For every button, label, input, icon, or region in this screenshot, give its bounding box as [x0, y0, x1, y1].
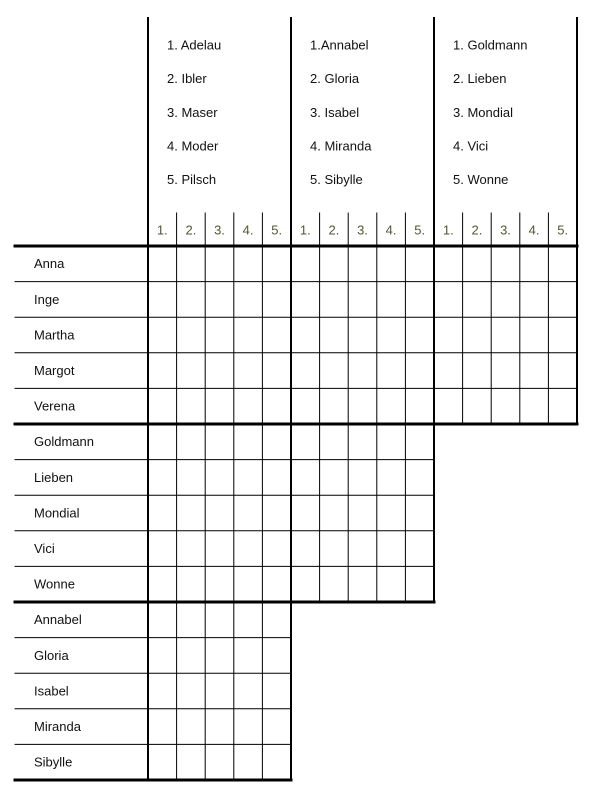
column-number-3-3: 3.	[500, 222, 511, 238]
grid-cell[interactable]	[263, 318, 290, 352]
grid-cell[interactable]	[464, 283, 491, 317]
grid-cell[interactable]	[206, 674, 233, 708]
grid-cell[interactable]	[349, 425, 376, 459]
grid-cell[interactable]	[206, 389, 233, 423]
grid-cell[interactable]	[406, 567, 433, 601]
grid-cell[interactable]	[263, 639, 290, 673]
grid-cell[interactable]	[349, 496, 376, 530]
grid-cell[interactable]	[149, 461, 176, 495]
grid-cell[interactable]	[321, 389, 348, 423]
grid-cell[interactable]	[178, 532, 205, 566]
grid-cell[interactable]	[378, 532, 405, 566]
grid-cell[interactable]	[263, 425, 290, 459]
column-number-3-5: 5.	[557, 222, 569, 238]
grid-cell[interactable]	[492, 354, 519, 388]
grid-cell[interactable]	[378, 425, 405, 459]
grid-cell[interactable]	[149, 283, 176, 317]
grid-cell[interactable]	[235, 425, 262, 459]
grid-cell[interactable]	[549, 318, 576, 352]
grid-cell[interactable]	[464, 318, 491, 352]
row-label-lieben: Lieben	[34, 469, 74, 485]
header-item-2-4: 4. Miranda	[310, 138, 372, 154]
grid-cell[interactable]	[178, 603, 205, 637]
grid-cell[interactable]	[178, 496, 205, 530]
grid-cell[interactable]	[235, 745, 262, 779]
grid-cell[interactable]	[292, 567, 319, 601]
grid-cell[interactable]	[178, 639, 205, 673]
grid-cell[interactable]	[464, 247, 491, 281]
grid-cell[interactable]	[263, 496, 290, 530]
grid-cell[interactable]	[378, 247, 405, 281]
grid-cell[interactable]	[178, 283, 205, 317]
grid-cell[interactable]	[263, 745, 290, 779]
grid-cell[interactable]	[292, 532, 319, 566]
grid-cell[interactable]	[549, 283, 576, 317]
grid-cell[interactable]	[149, 318, 176, 352]
grid-cell[interactable]	[235, 532, 262, 566]
row-label-goldmann: Goldmann	[34, 434, 94, 450]
grid-cell[interactable]	[149, 496, 176, 530]
grid-cell[interactable]	[321, 283, 348, 317]
grid-cell[interactable]	[349, 318, 376, 352]
grid-cell[interactable]	[263, 710, 290, 744]
row-label-anna: Anna	[34, 256, 65, 272]
grid-cell[interactable]	[292, 496, 319, 530]
grid-cell[interactable]	[292, 283, 319, 317]
grid-cell[interactable]	[292, 318, 319, 352]
grid-cell[interactable]	[206, 603, 233, 637]
column-number-2-1: 1.	[299, 222, 311, 238]
grid-cell[interactable]	[321, 318, 348, 352]
grid-cell[interactable]	[178, 425, 205, 459]
header-item-2-1: 1.Annabel	[310, 37, 369, 53]
grid-cell[interactable]	[178, 745, 205, 779]
grid-cell[interactable]	[206, 318, 233, 352]
row-label-annabel: Annabel	[34, 612, 82, 628]
grid-cell[interactable]	[149, 389, 176, 423]
grid-cell[interactable]	[178, 710, 205, 744]
grid-cell[interactable]	[235, 247, 262, 281]
grid-cell[interactable]	[349, 247, 376, 281]
row-label-margot: Margot	[34, 363, 75, 379]
grid-cell[interactable]	[464, 354, 491, 388]
grid-cell[interactable]	[321, 461, 348, 495]
grid-cell[interactable]	[178, 674, 205, 708]
header-item-2-3: 3. Isabel	[310, 104, 360, 120]
grid-cell[interactable]	[349, 567, 376, 601]
grid-cell[interactable]	[178, 567, 205, 601]
grid-cell[interactable]	[235, 710, 262, 744]
header-item-2-2: 2. Gloria	[310, 71, 360, 87]
grid-cell[interactable]	[464, 389, 491, 423]
grid-cell[interactable]	[149, 639, 176, 673]
row-label-martha: Martha	[34, 327, 75, 343]
grid-cell[interactable]	[235, 639, 262, 673]
grid-cell[interactable]	[406, 283, 433, 317]
grid-cell[interactable]	[206, 710, 233, 744]
header-item-3-1: 1. Goldmann	[453, 37, 528, 53]
grid-cell[interactable]	[235, 389, 262, 423]
grid-cell[interactable]	[521, 354, 548, 388]
grid-cell[interactable]	[149, 425, 176, 459]
grid-cell[interactable]	[178, 318, 205, 352]
row-label-miranda: Miranda	[34, 719, 81, 735]
grid-cell[interactable]	[263, 567, 290, 601]
grid-cell[interactable]	[206, 532, 233, 566]
column-number-1-4: 4.	[242, 222, 254, 238]
grid-cell[interactable]	[149, 603, 176, 637]
row-label-inge: Inge	[34, 291, 60, 307]
grid-cell[interactable]	[178, 461, 205, 495]
grid-cell[interactable]	[235, 674, 262, 708]
row-label-vici: Vici	[34, 541, 55, 557]
grid-cell[interactable]	[149, 710, 176, 744]
grid-cell[interactable]	[292, 461, 319, 495]
grid-cell[interactable]	[206, 745, 233, 779]
header-item-3-5: 5. Wonne	[453, 172, 509, 188]
column-number-3-4: 4.	[528, 222, 540, 238]
grid-cell[interactable]	[349, 461, 376, 495]
grid-cell[interactable]	[521, 389, 548, 423]
grid-cell[interactable]	[321, 496, 348, 530]
grid-cell[interactable]	[521, 318, 548, 352]
grid-cell[interactable]	[235, 603, 262, 637]
grid-cell[interactable]	[435, 247, 462, 281]
grid-cell[interactable]	[149, 532, 176, 566]
grid-cell[interactable]	[292, 389, 319, 423]
grid-cell[interactable]	[206, 425, 233, 459]
grid-cell[interactable]	[349, 532, 376, 566]
grid-cell[interactable]	[378, 461, 405, 495]
grid-cell[interactable]	[321, 532, 348, 566]
grid-cell[interactable]	[549, 354, 576, 388]
grid-cell[interactable]	[349, 283, 376, 317]
grid-cell[interactable]	[263, 461, 290, 495]
header-item-3-4: 4. Vici	[453, 138, 489, 154]
grid-cell[interactable]	[492, 389, 519, 423]
grid-cell[interactable]	[521, 283, 548, 317]
grid-cell[interactable]	[435, 389, 462, 423]
grid-cell[interactable]	[321, 247, 348, 281]
grid-cell[interactable]	[406, 496, 433, 530]
grid-cell[interactable]	[492, 283, 519, 317]
grid-cell[interactable]	[206, 567, 233, 601]
grid-cell[interactable]	[263, 354, 290, 388]
grid-cell[interactable]	[263, 247, 290, 281]
column-number-1-1: 1.	[156, 222, 168, 238]
column-number-2-4: 4.	[385, 222, 397, 238]
grid-cell[interactable]	[349, 354, 376, 388]
grid-cell[interactable]	[235, 567, 262, 601]
grid-cell[interactable]	[263, 532, 290, 566]
column-number-2-5: 5.	[414, 222, 426, 238]
grid-cell[interactable]	[292, 354, 319, 388]
grid-cell[interactable]	[263, 603, 290, 637]
grid-cell[interactable]	[406, 461, 433, 495]
grid-cell[interactable]	[321, 354, 348, 388]
grid-cell[interactable]	[206, 496, 233, 530]
grid-cell[interactable]	[435, 318, 462, 352]
grid-cell[interactable]	[549, 247, 576, 281]
grid-cell[interactable]	[292, 425, 319, 459]
header-item-1-1: 1. Adelau	[167, 37, 222, 53]
grid-cell[interactable]	[549, 389, 576, 423]
row-label-sibylle: Sibylle	[34, 754, 73, 770]
header-item-2-5: 5. Sibylle	[310, 172, 363, 188]
grid-cell[interactable]	[235, 496, 262, 530]
header-item-3-2: 2. Lieben	[453, 71, 507, 87]
grid-cell[interactable]	[406, 389, 433, 423]
grid-cell[interactable]	[435, 354, 462, 388]
grid-cell[interactable]	[292, 247, 319, 281]
grid-cell[interactable]	[206, 639, 233, 673]
grid-cell[interactable]	[206, 283, 233, 317]
grid-cell[interactable]	[321, 425, 348, 459]
grid-cell[interactable]	[521, 247, 548, 281]
grid-cell[interactable]	[206, 247, 233, 281]
grid-cell[interactable]	[235, 318, 262, 352]
grid-cell[interactable]	[406, 532, 433, 566]
grid-cell[interactable]	[149, 674, 176, 708]
column-number-2-2: 2.	[328, 222, 340, 238]
grid-cell[interactable]	[178, 389, 205, 423]
grid-cell[interactable]	[378, 318, 405, 352]
row-label-verena: Verena	[34, 398, 76, 414]
grid-cell[interactable]	[149, 745, 176, 779]
grid-cell[interactable]	[378, 567, 405, 601]
grid-cell[interactable]	[206, 354, 233, 388]
column-number-3-1: 1.	[442, 222, 454, 238]
header-item-3-3: 3. Mondial	[453, 104, 513, 120]
grid-cell[interactable]	[435, 283, 462, 317]
row-label-wonne: Wonne	[34, 576, 75, 592]
grid-cell[interactable]	[406, 247, 433, 281]
grid-cell[interactable]	[235, 461, 262, 495]
row-label-isabel: Isabel	[34, 683, 69, 699]
grid-cell[interactable]	[263, 389, 290, 423]
column-number-2-3: 3.	[357, 222, 368, 238]
grid-cell[interactable]	[149, 567, 176, 601]
grid-cell[interactable]	[378, 496, 405, 530]
grid-cell[interactable]	[378, 283, 405, 317]
grid-cell[interactable]	[178, 354, 205, 388]
grid-cell[interactable]	[235, 283, 262, 317]
grid-cell[interactable]	[406, 354, 433, 388]
column-number-1-2: 2.	[185, 222, 197, 238]
row-label-mondial: Mondial	[34, 505, 80, 521]
header-item-1-4: 4. Moder	[167, 138, 219, 154]
grid-cell[interactable]	[321, 567, 348, 601]
header-item-1-2: 2. Ibler	[167, 71, 207, 87]
grid-cell[interactable]	[492, 318, 519, 352]
column-number-1-5: 5.	[271, 222, 283, 238]
grid-cell[interactable]	[378, 354, 405, 388]
grid-cell[interactable]	[235, 354, 262, 388]
grid-cell[interactable]	[406, 318, 433, 352]
header-item-1-3: 3. Maser	[167, 104, 218, 120]
grid-cell[interactable]	[206, 461, 233, 495]
column-number-3-2: 2.	[471, 222, 483, 238]
grid-cell[interactable]	[406, 425, 433, 459]
grid-cell[interactable]	[349, 389, 376, 423]
grid-cell[interactable]	[492, 247, 519, 281]
grid-cell[interactable]	[149, 354, 176, 388]
row-label-gloria: Gloria	[34, 647, 69, 663]
grid-cell[interactable]	[263, 283, 290, 317]
column-number-1-3: 3.	[214, 222, 225, 238]
grid-cell[interactable]	[178, 247, 205, 281]
header-item-1-5: 5. Pilsch	[167, 172, 217, 188]
grid-cell[interactable]	[263, 674, 290, 708]
grid-cell[interactable]	[378, 389, 405, 423]
grid-cell[interactable]	[149, 247, 176, 281]
